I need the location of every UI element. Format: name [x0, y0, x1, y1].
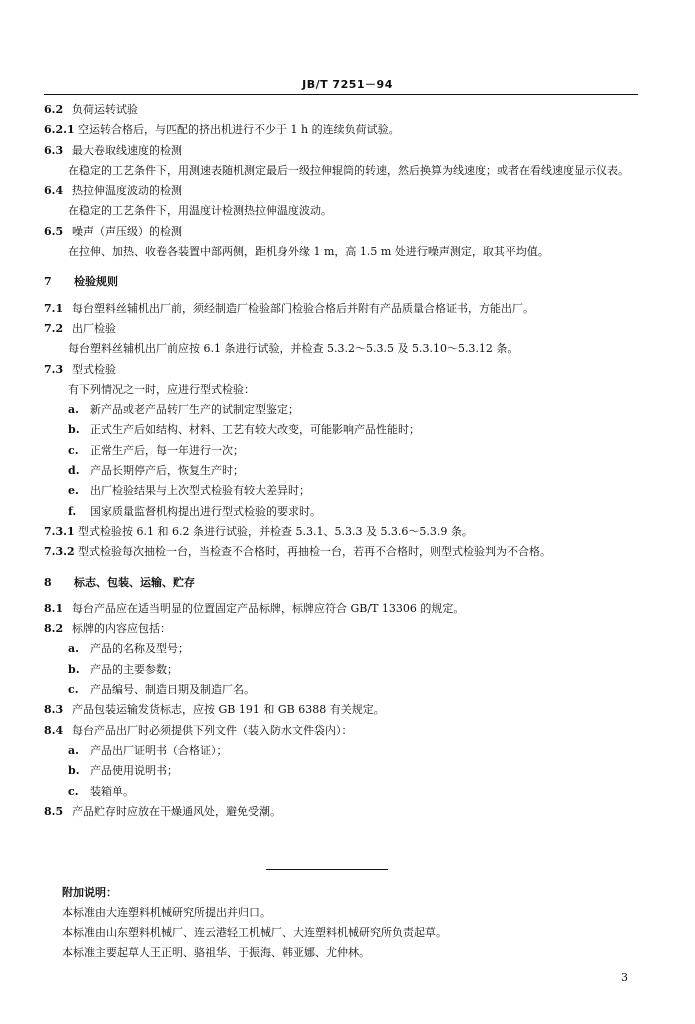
- notes-title: 附加说明：: [62, 886, 117, 899]
- clause-number: 8.3: [44, 703, 64, 717]
- page-number: 3: [621, 971, 628, 984]
- list-item: [44, 400, 638, 420]
- list-text: 装箱单。: [90, 784, 134, 798]
- clause-6-3-text: 在稳定的工艺条件下，用测速表随机测定最后一级拉伸辊筒的转速，然后换算为线速度；或者在看线速度显示仪表。: [68, 163, 629, 177]
- clause-number: 6.4: [44, 184, 64, 198]
- clause-number: 7.1: [44, 301, 64, 315]
- list-text: 出厂检验结果与上次型式检验有较大差异时；: [90, 484, 310, 498]
- clause-6-4: [44, 181, 638, 201]
- clause-6-4-text: 在稳定的工艺条件下，用温度计检测热拉伸温度波动。: [68, 204, 332, 218]
- notes-line: 本标准由大连塑料机械研究所提出并归口。: [62, 906, 271, 919]
- list-marker: e.: [68, 484, 79, 498]
- end-of-standard-rule: [266, 869, 388, 870]
- list-text: 产品出厂证明书（合格证）；: [90, 743, 228, 757]
- clause-text: 型式检验按 6.1 和 6.2 条进行试验，并检查 5.3.1、5.3.3 及 5.3.6～5.3.9 条。: [78, 524, 473, 538]
- list-item: [44, 639, 638, 659]
- list-marker: d.: [68, 464, 80, 478]
- clause-text: 标牌的内容应包括：: [72, 622, 171, 636]
- clause-number: 7.2: [44, 321, 64, 335]
- list-text: 产品编号、制造日期及制造厂名。: [90, 683, 255, 697]
- list-item: [44, 502, 638, 522]
- clause-number: 6.2.1: [44, 123, 75, 137]
- list-marker: b.: [68, 662, 80, 676]
- list-marker: a.: [68, 403, 79, 417]
- additional-notes: [62, 883, 642, 963]
- standard-number: JB/T 7251－94: [302, 78, 393, 91]
- clause-number: 7.3.2: [44, 545, 75, 559]
- list-item: [44, 680, 638, 700]
- clause-6-5-text: 在拉伸、加热、收卷各装置中部两侧，距机身外缘 1 m，高 1.5 m 处进行噪声测定，取其平均值。: [68, 245, 549, 259]
- clause-7-3-intro: 有下列情况之一时，应进行型式检验：: [68, 382, 255, 396]
- section-number: 7: [44, 275, 52, 289]
- list-text: 产品的名称及型号；: [90, 642, 189, 656]
- clause-6-3: [44, 141, 638, 161]
- clause-7-3-1: [44, 522, 638, 542]
- list-marker: b.: [68, 764, 80, 778]
- clause-7-3: [44, 360, 638, 380]
- list-text: 产品的主要参数；: [90, 662, 178, 676]
- list-text: 正常生产后，每一年进行一次；: [90, 443, 244, 457]
- section-title: 标志、包装、运输、贮存: [74, 575, 195, 589]
- clause-number: 8.2: [44, 622, 64, 636]
- clause-title: 型式检验: [72, 362, 116, 376]
- list-marker: a.: [68, 642, 79, 656]
- clause-number: 7.3.1: [44, 524, 75, 538]
- clause-title: 最大卷取线速度的检测: [72, 143, 182, 157]
- notes-line: 本标准由山东塑料机械厂、连云港轻工机械厂、大连塑料机械研究所负责起草。: [62, 926, 447, 939]
- clause-6-2-1: [44, 120, 638, 140]
- clause-number: 7.3: [44, 362, 64, 376]
- list-marker: c.: [68, 683, 79, 697]
- clause-6-2: [44, 100, 638, 120]
- list-marker: b.: [68, 423, 80, 437]
- clause-title: 负荷运转试验: [72, 103, 138, 116]
- clause-number: 6.5: [44, 224, 64, 238]
- clause-8-5: [44, 802, 638, 822]
- clause-title: 噪声（声压级）的检测: [72, 224, 182, 238]
- clause-7-3-2: [44, 542, 638, 562]
- clause-number: 6.2: [44, 103, 64, 116]
- clause-text: 每台塑料丝辅机出厂前，须经制造厂检验部门检验合格后并附有产品质量合格证书，方能出厂。: [72, 301, 534, 315]
- list-item: [44, 420, 638, 440]
- clause-7-2: [44, 319, 638, 339]
- list-item: [44, 660, 638, 680]
- clause-8-2: [44, 619, 638, 639]
- document-body: [44, 100, 638, 822]
- clause-title: 热拉伸温度波动的检测: [72, 184, 182, 198]
- clause-6-5: [44, 222, 638, 242]
- list-item: [44, 461, 638, 481]
- section-number: 8: [44, 575, 52, 589]
- clause-number: 8.4: [44, 723, 64, 737]
- clause-7-1: [44, 299, 638, 319]
- clause-text: 每台产品应在适当明显的位置固定产品标牌，标牌应符合 GB/T 13306 的规定。: [72, 601, 465, 615]
- list-item: [44, 481, 638, 501]
- list-marker: a.: [68, 743, 79, 757]
- clause-text: 产品包装运输发货标志，应按 GB 191 和 GB 6388 有关规定。: [72, 703, 385, 717]
- clause-8-4: [44, 721, 638, 741]
- clause-text: 产品贮存时应放在干燥通风处，避免受潮。: [72, 804, 281, 818]
- clause-number: 8.1: [44, 601, 64, 615]
- list-text: 产品使用说明书；: [90, 764, 178, 778]
- clause-title: 出厂检验: [72, 321, 116, 335]
- header-rule: [44, 94, 638, 95]
- list-text: 正式生产后如结构、材料、工艺有较大改变，可能影响产品性能时；: [90, 423, 420, 437]
- section-8-heading: [44, 573, 638, 593]
- clause-8-3: [44, 700, 638, 720]
- list-text: 产品长期停产后，恢复生产时；: [90, 464, 244, 478]
- notes-line: 本标准主要起草人王正明、骆祖华、于振海、韩亚娜、尤仲林。: [62, 946, 370, 959]
- list-marker: c.: [68, 443, 79, 457]
- list-text: 国家质量监督机构提出进行型式检验的要求时。: [90, 504, 321, 518]
- list-text: 新产品或老产品转厂生产的试制定型鉴定；: [90, 403, 299, 417]
- clause-8-1: [44, 599, 638, 619]
- clause-number: 6.3: [44, 143, 64, 157]
- list-item: [44, 741, 638, 761]
- list-item: [44, 441, 638, 461]
- list-marker: f.: [68, 504, 77, 518]
- section-7-heading: [44, 272, 638, 292]
- section-title: 检验规则: [74, 275, 118, 289]
- list-marker: c.: [68, 784, 79, 798]
- clause-text: 型式检验每次抽检一台，当检查不合格时，再抽检一台，若再不合格时，则型式检验判为不合格。: [78, 545, 551, 559]
- clause-text: 每台产品出厂时必须提供下列文件（装入防水文件袋内）：: [72, 723, 353, 737]
- list-item: [44, 761, 638, 781]
- clause-7-2-text: 每台塑料丝辅机出厂前应按 6.1 条进行试验，并检查 5.3.2～5.3.5 及 5.3.10～5.3.12 条。: [68, 342, 519, 356]
- list-item: [44, 782, 638, 802]
- clause-text: 空运转合格后，与匹配的挤出机进行不少于 1 h 的连续负荷试验。: [78, 123, 400, 137]
- clause-number: 8.5: [44, 804, 64, 818]
